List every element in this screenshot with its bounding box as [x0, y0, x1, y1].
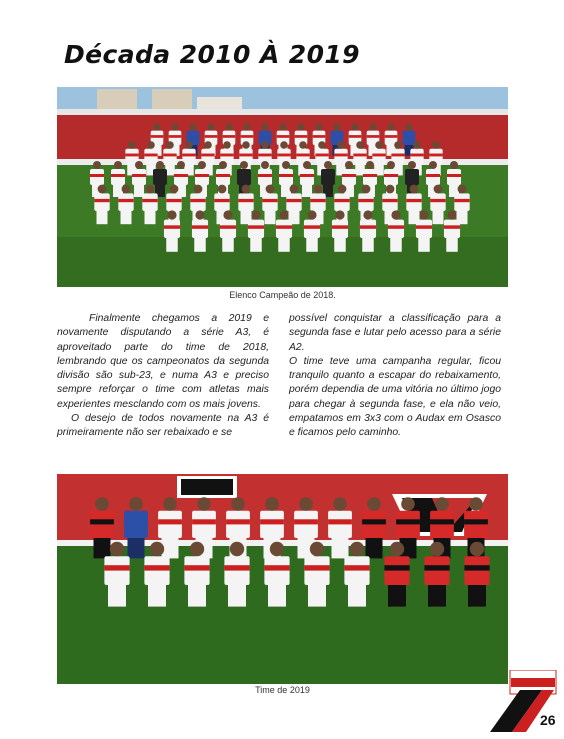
team-photo-2019 — [57, 474, 508, 684]
article-column-right — [289, 312, 501, 441]
page-number: 26 — [540, 712, 556, 728]
article-paragraph: Finalmente chegamos a 2019 e novamente disputando a série A3, é aproveitado parte do time de 2018, lembrando que os campeonatos da segunda divisão são sub-23, e numa A3 e preciso sempre reforçar o time com atletas mais experientes mesclando com os mais jovens. — [57, 313, 269, 410]
article-paragraph: O time teve uma campanha regular, ficou tranquilo quanto a escapar do rebaixamento, porém dependia de uma vitória no último jogo para chegar à segunda fase, e ela não veio, empatamos em 3x3 com o Audax em Osasco e ficamos pelo caminho. — [289, 355, 501, 439]
team-photo-2018 — [57, 87, 508, 287]
photo-caption-2018: Elenco Campeão de 2018. — [229, 290, 336, 300]
page-title: Década 2010 À 2019 — [64, 40, 360, 69]
article-column-left — [57, 312, 269, 441]
photo-caption-2019: Time de 2019 — [255, 685, 310, 695]
article-paragraph: O desejo de todos novamente na A3 é primeiramente não ser rebaixado e se — [57, 413, 269, 439]
article-paragraph: possível conquistar a classificação para a segunda fase e lutar pelo acesso para a série A2. — [289, 313, 501, 353]
